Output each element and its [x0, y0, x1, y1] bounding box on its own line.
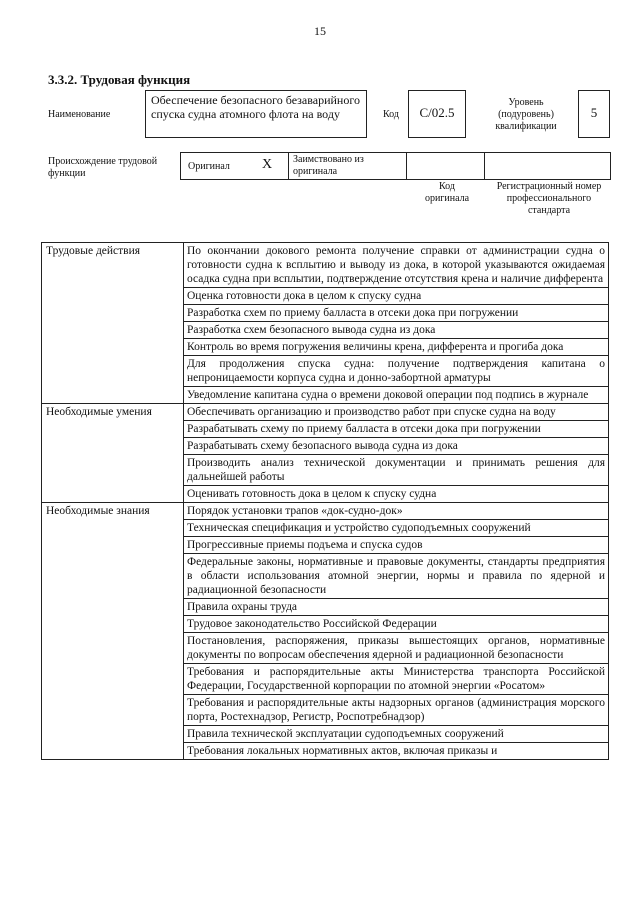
page-number: 15: [314, 24, 326, 38]
code-caption: Код оригинала: [424, 181, 470, 204]
item-cell: Разработка схем по приему балласта в отсеки дока при погружении: [184, 305, 609, 322]
item-cell: Требования и распорядительные акты надзорных органов (администрация морского порта, Ростехнадзор, Регистр, Роспотребнадзор): [184, 695, 609, 726]
item-cell: Разрабатывать схему по приему балласта в отсеки дока при погружении: [184, 421, 609, 438]
item-cell: Прогрессивные приемы подъема и спуска судов: [184, 537, 609, 554]
item-cell: Требования локальных нормативных актов, включая приказы и: [184, 743, 609, 760]
table-row: [42, 503, 609, 520]
origin-divider-3: [484, 152, 485, 180]
section-title: 3.3.2. Трудовая функция: [48, 72, 191, 87]
item-cell: Техническая спецификация и устройство судоподъемных сооружений: [184, 520, 609, 537]
borrowed-label: Заимствовано из оригинала: [293, 154, 364, 177]
origin-divider-2: [406, 152, 407, 180]
item-cell: Для продолжения спуска судна: получение подтверждения капитана о непроницаемости корпуса судна и донно-забортной арматуры: [184, 356, 609, 387]
name-value-box: [145, 90, 367, 138]
item-cell: Порядок установки трапов «док-судно-док»: [184, 503, 609, 520]
item-cell: По окончании докового ремонта получение справки от администрации судна о готовности судна к всплытию и выводу из дока, в которой указываются ожидаемая осадка судна при всплытии, подтверждение отсутствия крена и наличие дифферента: [184, 243, 609, 288]
item-cell: Требования и распорядительные акты Министерства транспорта Российской Федерации, Государственной корпорации по атомной энергии «Росатом»: [184, 664, 609, 695]
item-cell: Правила охраны труда: [184, 599, 609, 616]
code-value-box: [408, 90, 466, 138]
item-cell: Трудовое законодательство Российской Федерации: [184, 616, 609, 633]
name-value: Обеспечение безопасного безаварийного спуска судна атомного флота на воду: [151, 93, 360, 121]
table-row: [42, 243, 609, 288]
table-row: [42, 404, 609, 421]
item-cell: Федеральные законы, нормативные и правовые документы, стандарты предприятия в области использования атомной энергии, нормы и правила по ядерной и радиационной безопасности: [184, 554, 609, 599]
level-label: Уровень (подуровень) квалификации: [495, 97, 557, 132]
category-cell: Трудовые действия: [42, 243, 184, 404]
item-cell: Уведомление капитана судна о времени доковой операции под подпись в журнале: [184, 387, 609, 404]
item-cell: Разработка схем безопасного вывода судна из дока: [184, 322, 609, 339]
code-label: Код: [383, 109, 399, 120]
item-cell: Производить анализ технической документации и принимать решения для дальнейшей работы: [184, 455, 609, 486]
item-cell: Оценивать готовность дока в целом к спуску судна: [184, 486, 609, 503]
category-cell: Необходимые умения: [42, 404, 184, 503]
level-value-box: [578, 90, 610, 138]
item-cell: Обеспечивать организацию и производство работ при спуске судна на воду: [184, 404, 609, 421]
item-cell: Оценка готовности дока в целом к спуску судна: [184, 288, 609, 305]
item-cell: Постановления, распоряжения, приказы вышестоящих органов, нормативные документы по вопросам обеспечения ядерной и радиационной безопасности: [184, 633, 609, 664]
original-label: Оригинал: [188, 161, 230, 172]
level-value: 5: [590, 105, 598, 120]
name-label: Наименование: [48, 109, 111, 120]
original-mark: X: [262, 157, 273, 172]
function-table: [41, 242, 609, 760]
item-cell: Правила технической эксплуатации судоподъемных сооружений: [184, 726, 609, 743]
item-cell: Контроль во время погружения величины крена, дифферента и прогиба дока: [184, 339, 609, 356]
reg-caption: Регистрационный номер профессионального стандарта: [496, 181, 602, 216]
code-value: C/02.5: [419, 105, 455, 120]
category-cell: Необходимые знания: [42, 503, 184, 760]
item-cell: Разрабатывать схему безопасного вывода судна из дока: [184, 438, 609, 455]
origin-divider-1: [288, 152, 289, 180]
origin-label: Происхождение трудовой функции: [48, 156, 158, 179]
